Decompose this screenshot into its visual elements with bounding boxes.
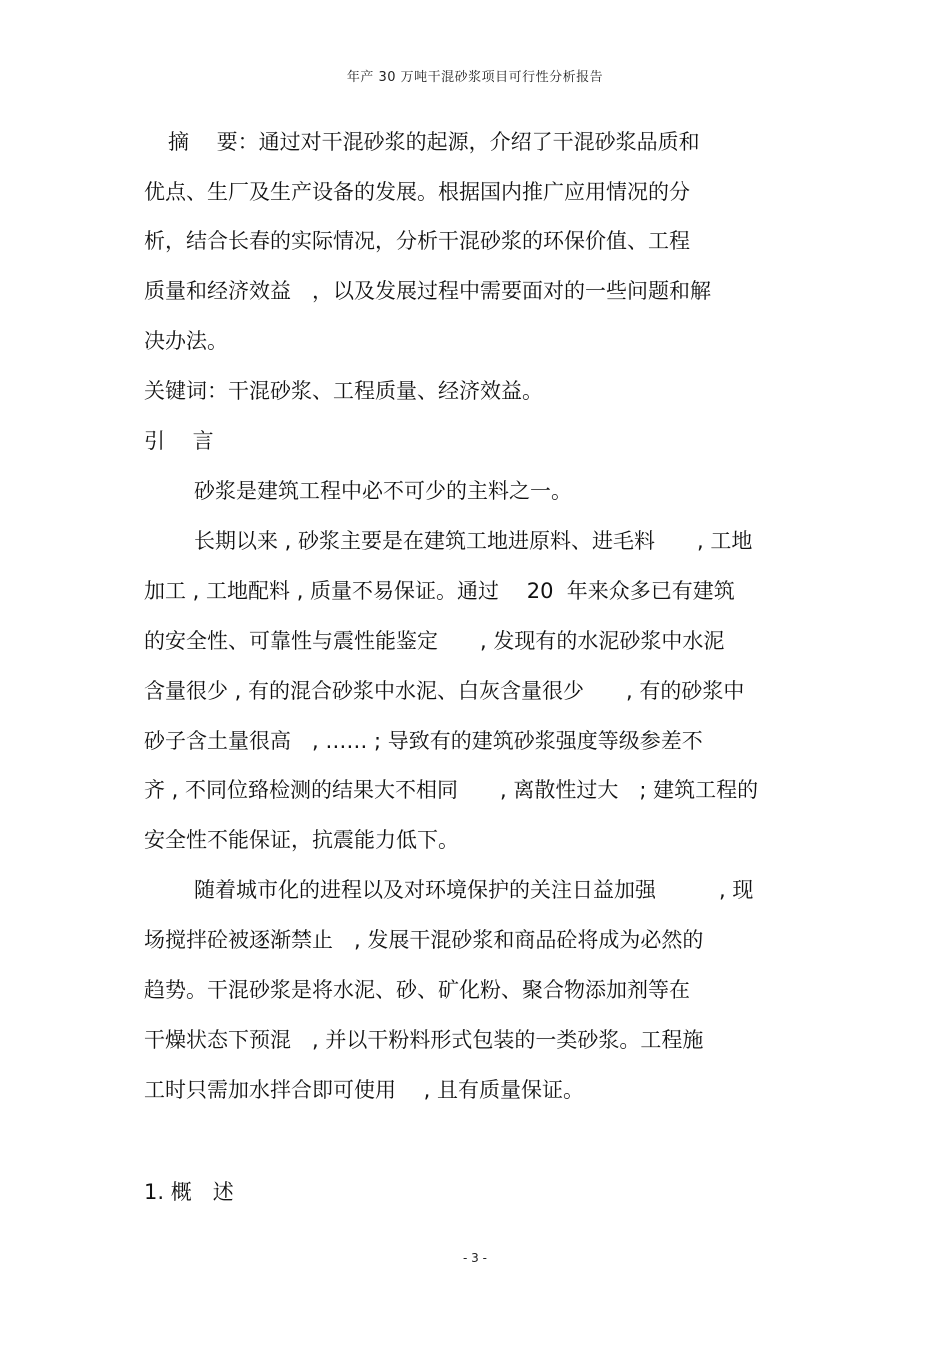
intro-p3-line-3: 趋势。干混砂浆是将水泥、砂、矿化粉、聚合物添加剂等在 (144, 978, 690, 1002)
intro-p2-line-1: 长期以来 , 砂浆主要是在建筑工地进原料、进毛料 , 工地 (194, 529, 753, 553)
intro-paragraph-1: 砂浆是建筑工程中必不可少的主料之一。 (194, 479, 572, 503)
abstract-line-1: 摘 要：通过对干混砂浆的起源，介绍了干混砂浆品质和 (168, 130, 700, 154)
intro-p2-line-4: 含量很少 , 有的混合砂浆中水泥、白灰含量很少 , 有的砂浆中 (144, 679, 745, 703)
intro-p3-line-2: 场搅拌砼被逐渐禁止 , 发展干混砂浆和商品砼将成为必然的 (144, 928, 704, 952)
intro-p2-line-5: 砂子含土量很高 , …… ; 导致有的建筑砂浆强度等级参差不 (144, 729, 703, 753)
intro-p3-line-4: 干燥状态下预混 , 并以干粉料形式包装的一类砂浆。工程施 (144, 1028, 704, 1052)
intro-p2-line-6: 齐 , 不同位臵检测的结果大不相同 , 离散性过大 ; 建筑工程的 (144, 778, 759, 802)
intro-heading: 引 言 (144, 429, 214, 453)
page-header: 年产 30 万吨干混砂浆项目可行性分析报告 (346, 70, 604, 85)
intro-p3-line-5: 工时只需加水拌合即可使用 , 且有质量保证。 (144, 1078, 585, 1102)
keywords-line: 关键词：干混砂浆、工程质量、经济效益。 (144, 379, 543, 403)
intro-p2-line-3: 的安全性、可靠性与震性能鉴定 , 发现有的水泥砂浆中水泥 (144, 629, 725, 653)
abstract-line-5: 决办法。 (144, 329, 228, 353)
abstract-line-2: 优点、生厂及生产设备的发展。根据国内推广应用情况的分 (144, 180, 690, 204)
section-1-heading: 1. 概 述 (144, 1180, 234, 1204)
page-number: - 3 - (463, 1251, 487, 1265)
abstract-line-4: 质量和经济效益 ，以及发展过程中需要面对的一些问题和解 (144, 279, 711, 303)
intro-p3-line-1: 随着城市化的进程以及对环境保护的关注日益加强 , 现 (194, 878, 754, 902)
abstract-line-3: 析，结合长春的实际情况，分析干混砂浆的环保价值、工程 (144, 229, 690, 253)
intro-p2-line-2: 加工 , 工地配料 , 质量不易保证。通过 20 年来众多已有建筑 (144, 579, 735, 603)
intro-p2-line-7: 安全性不能保证，抗震能力低下。 (144, 828, 459, 852)
